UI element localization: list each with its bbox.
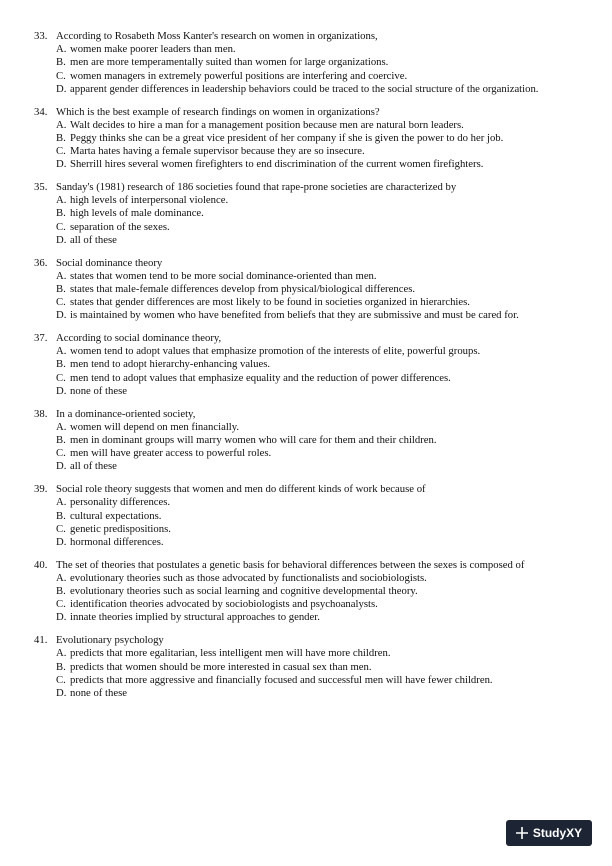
option-letter: D.: [56, 384, 67, 397]
question-item: [34, 483, 586, 549]
option-letter: A.: [56, 43, 67, 56]
question-text: In a dominance-oriented society,: [56, 407, 196, 420]
option-text: states that male-female differences develop from physical/biological differences.: [70, 282, 416, 295]
option-text: evolutionary theories such as social learning and cognitive developmental theory.: [70, 585, 418, 598]
option-letter: A.: [56, 647, 67, 660]
option-text: states that gender differences are most likely to be found in societies organized in hierarchies.: [70, 296, 470, 309]
option-letter: C.: [56, 447, 66, 460]
question-stem: [34, 30, 586, 43]
question-item: [34, 332, 586, 398]
answer-option: [34, 510, 586, 523]
option-text: all of these: [70, 460, 117, 473]
answer-option: [34, 145, 586, 158]
option-text: Sherrill hires several women firefighters to end discrimination of the current women firefighters.: [70, 158, 484, 171]
option-text: personality differences.: [70, 496, 171, 509]
answer-option: [34, 56, 586, 69]
option-text: men in dominant groups will marry women who will care for them and their children.: [70, 433, 437, 446]
question-text: The set of theories that postulates a genetic basis for behavioral differences between the sexes is composed of: [56, 558, 525, 571]
answer-option: [34, 234, 586, 247]
option-letter: A.: [56, 194, 67, 207]
option-letter: D.: [56, 309, 67, 322]
option-letter: B.: [56, 207, 66, 220]
option-text: apparent gender differences in leadership behaviors could be traced to the social structure of the organization.: [70, 82, 539, 95]
question-text: Social dominance theory: [56, 256, 163, 269]
option-letter: B.: [56, 131, 66, 144]
option-text: genetic predispositions.: [70, 522, 171, 535]
option-letter: A.: [56, 420, 67, 433]
option-text: Peggy thinks she can be a great vice president of her company if she is given the power to do her job.: [70, 131, 504, 144]
option-letter: A.: [56, 571, 67, 584]
option-letter: C.: [56, 522, 66, 535]
option-letter: C.: [56, 145, 66, 158]
question-item: [34, 181, 586, 247]
answer-option: [34, 43, 586, 56]
question-item: [34, 634, 586, 700]
option-text: identification theories advocated by sociobiologists and psychoanalysts.: [70, 598, 378, 611]
question-number: 36.: [34, 256, 48, 269]
option-letter: B.: [56, 358, 66, 371]
option-text: innate theories implied by structural approaches to gender.: [70, 611, 320, 624]
answer-option: [34, 523, 586, 536]
option-text: Marta hates having a female supervisor because they are so insecure.: [70, 145, 365, 158]
answer-option: [34, 385, 586, 398]
question-item: [34, 106, 586, 172]
question-stem: [34, 332, 586, 345]
question-stem: [34, 181, 586, 194]
option-letter: D.: [56, 535, 67, 548]
question-item: [34, 408, 586, 474]
option-text: predicts that more egalitarian, less intelligent men will have more children.: [70, 647, 391, 660]
option-letter: D.: [56, 82, 67, 95]
answer-option: [34, 296, 586, 309]
option-letter: C.: [56, 220, 66, 233]
option-text: none of these: [70, 384, 127, 397]
question-text: Social role theory suggests that women and men do different kinds of work because of: [56, 483, 426, 496]
answer-option: [34, 372, 586, 385]
answer-option: [34, 309, 586, 322]
option-text: none of these: [70, 686, 127, 699]
option-text: women managers in extremely powerful positions are interfering and coercive.: [70, 69, 408, 82]
question-text: According to Rosabeth Moss Kanter's research on women in organizations,: [56, 30, 378, 42]
option-letter: D.: [56, 611, 67, 624]
question-stem: [34, 634, 586, 647]
answer-option: [34, 434, 586, 447]
answer-option: [34, 283, 586, 296]
answer-option: [34, 83, 586, 96]
logo-text: StudyXY: [532, 826, 583, 840]
question-text: According to social dominance theory,: [56, 332, 222, 345]
option-letter: B.: [56, 509, 66, 522]
option-text: evolutionary theories such as those advocated by functionalists and sociobiologists.: [70, 571, 427, 584]
answer-option: [34, 674, 586, 687]
answer-option: [34, 496, 586, 509]
option-text: high levels of interpersonal violence.: [70, 194, 229, 207]
answer-option: [34, 207, 586, 220]
option-text: men are more temperamentally suited than women for large organizations.: [70, 56, 389, 69]
option-letter: C.: [56, 371, 66, 384]
question-stem: [34, 559, 586, 572]
answer-option: [34, 421, 586, 434]
option-letter: A.: [56, 269, 67, 282]
answer-option: [34, 598, 586, 611]
answer-option: [34, 536, 586, 549]
answer-option: [34, 132, 586, 145]
option-letter: D.: [56, 460, 67, 473]
option-letter: A.: [56, 496, 67, 509]
answer-option: [34, 647, 586, 660]
question-number: 40.: [34, 558, 48, 571]
answer-option: [34, 585, 586, 598]
option-text: Walt decides to hire a man for a management position because men are natural born leaders.: [70, 118, 464, 131]
answer-option: [34, 119, 586, 132]
option-text: men tend to adopt values that emphasize equality and the reduction of power differences.: [70, 371, 451, 384]
studyxy-logo[interactable]: [506, 820, 592, 846]
option-text: cultural expectations.: [70, 509, 162, 522]
answer-option: [34, 194, 586, 207]
option-letter: D.: [56, 158, 67, 171]
option-text: high levels of male dominance.: [70, 207, 204, 220]
option-text: is maintained by women who have benefited from beliefs that they are submissive and must be cared for.: [70, 309, 519, 322]
answer-option: [34, 358, 586, 371]
option-letter: B.: [56, 660, 66, 673]
answer-option: [34, 572, 586, 585]
answer-option: [34, 687, 586, 700]
option-text: all of these: [70, 233, 117, 246]
option-letter: C.: [56, 296, 66, 309]
option-text: hormonal differences.: [70, 535, 164, 548]
question-stem: [34, 408, 586, 421]
option-letter: D.: [56, 233, 67, 246]
option-letter: B.: [56, 56, 66, 69]
question-stem: [34, 106, 586, 119]
option-letter: C.: [56, 598, 66, 611]
answer-option: [34, 221, 586, 234]
question-list: [34, 30, 586, 710]
option-text: separation of the sexes.: [70, 220, 170, 233]
option-text: predicts that women should be more interested in casual sex than men.: [70, 660, 372, 673]
answer-option: [34, 270, 586, 283]
question-item: [34, 30, 586, 96]
question-number: 34.: [34, 105, 48, 118]
question-stem: [34, 257, 586, 270]
answer-option: [34, 345, 586, 358]
option-text: men tend to adopt hierarchy-enhancing values.: [70, 358, 271, 371]
question-number: 35.: [34, 181, 48, 194]
plus-icon: [516, 827, 528, 839]
question-text: Which is the best example of research findings on women in organizations?: [56, 105, 380, 118]
option-letter: D.: [56, 686, 67, 699]
question-number: 41.: [34, 634, 48, 647]
option-letter: A.: [56, 345, 67, 358]
option-text: states that women tend to be more social dominance-oriented than men.: [70, 269, 377, 282]
option-letter: B.: [56, 585, 66, 598]
answer-option: [34, 70, 586, 83]
answer-option: [34, 460, 586, 473]
answer-option: [34, 661, 586, 674]
question-number: 38.: [34, 407, 48, 420]
question-item: [34, 257, 586, 323]
option-letter: C.: [56, 69, 66, 82]
option-letter: B.: [56, 282, 66, 295]
question-text: Sanday's (1981) research of 186 societies found that rape-prone societies are characterized by: [56, 181, 457, 194]
question-stem: [34, 483, 586, 496]
option-text: predicts that more aggressive and financially focused and successful men will have fewer children.: [70, 673, 493, 686]
option-text: men will have greater access to powerful roles.: [70, 447, 272, 460]
answer-option: [34, 611, 586, 624]
question-number: 39.: [34, 483, 48, 496]
option-text: women make poorer leaders than men.: [70, 43, 236, 56]
option-letter: C.: [56, 673, 66, 686]
question-item: [34, 559, 586, 625]
question-number: 37.: [34, 332, 48, 345]
question-text: Evolutionary psychology: [56, 634, 164, 647]
question-number: 33.: [34, 30, 48, 42]
answer-option: [34, 447, 586, 460]
option-text: women tend to adopt values that emphasize promotion of the interests of elite, powerful groups.: [70, 345, 481, 358]
option-letter: A.: [56, 118, 67, 131]
option-text: women will depend on men financially.: [70, 420, 240, 433]
option-letter: B.: [56, 433, 66, 446]
answer-option: [34, 158, 586, 171]
